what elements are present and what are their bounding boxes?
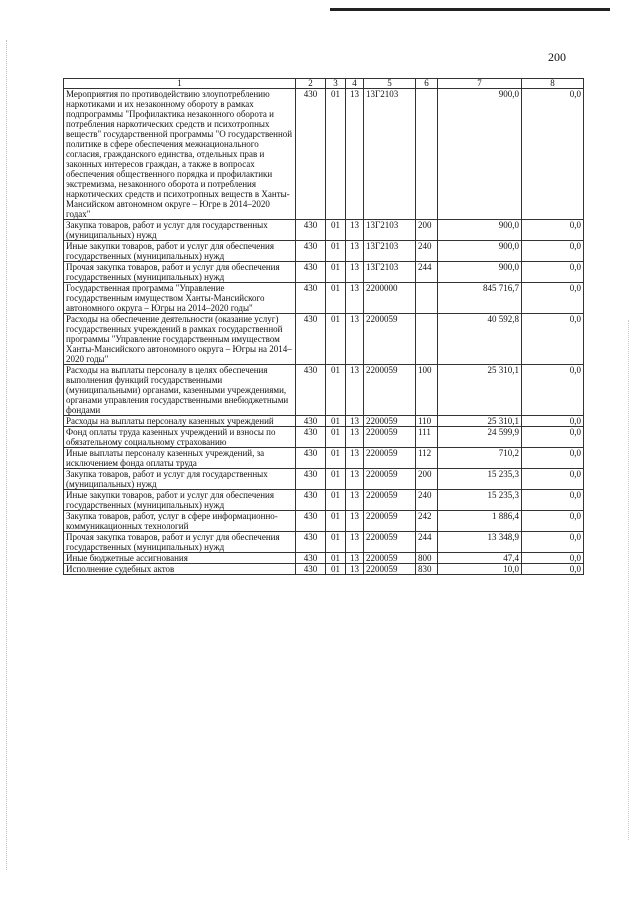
table-cell: 0,0 (522, 262, 584, 283)
table-cell: 430 (296, 220, 326, 241)
table-cell: Прочая закупка товаров, работ и услуг для обеспечения государственных (муниципальных) нужд (64, 262, 296, 283)
table-body (64, 89, 584, 575)
table-cell: 01 (326, 89, 346, 220)
table-cell: 13 (346, 490, 364, 511)
table-cell: 13 (346, 283, 364, 314)
table-cell: 13 (346, 416, 364, 427)
column-header: 1 (64, 79, 296, 89)
table-cell: Иные выплаты персоналу казенных учреждений, за исключением фонда оплаты труда (64, 448, 296, 469)
table-cell: 13 (346, 564, 364, 575)
table-row (64, 220, 584, 241)
table-cell: Мероприятия по противодействию злоупотреблению наркотиками и их незаконному обороту в рамках подпрограммы "Профилактика незаконного оборота и потребления наркотических средств и психотропных веществ" государственной программы "О государственной политике в сфере обеспечения межнационального согласия, гражданского единства, отдельных прав и законных интересов граждан, а также в вопросах обеспечения общественного порядка и профилактики экстремизма, незаконного оборота и потребления наркотических средств и психотропных веществ в Ханты-Мансийском автономном округе – Югре в 2014–2020 годах" (64, 89, 296, 220)
table-cell: 830 (416, 564, 438, 575)
table-cell: Иные закупки товаров, работ и услуг для обеспечения государственных (муниципальных) нужд (64, 241, 296, 262)
table-cell: 430 (296, 365, 326, 416)
table-cell: 900,0 (438, 241, 522, 262)
table-cell: 430 (296, 416, 326, 427)
table-row (64, 532, 584, 553)
table-cell: 2200059 (364, 448, 416, 469)
table-cell: 13Г2103 (364, 262, 416, 283)
table-cell: 0,0 (522, 532, 584, 553)
table-row (64, 427, 584, 448)
table-cell: 430 (296, 511, 326, 532)
table-cell: 0,0 (522, 490, 584, 511)
table-cell: 01 (326, 283, 346, 314)
table-cell: 430 (296, 89, 326, 220)
table-cell: 13 (346, 262, 364, 283)
table-cell: 2200059 (364, 553, 416, 564)
table-cell: 240 (416, 241, 438, 262)
table-cell: 01 (326, 416, 346, 427)
column-header: 7 (438, 79, 522, 89)
table-cell: 244 (416, 262, 438, 283)
table-cell: 244 (416, 532, 438, 553)
table-cell: 0,0 (522, 416, 584, 427)
table-cell: 0,0 (522, 220, 584, 241)
table-cell: 0,0 (522, 511, 584, 532)
table-cell: 0,0 (522, 283, 584, 314)
table-cell: Иные бюджетные ассигнования (64, 553, 296, 564)
table-cell: 13 (346, 314, 364, 365)
table-cell: Прочая закупка товаров, работ и услуг для обеспечения государственных (муниципальных) нужд (64, 532, 296, 553)
column-header: 2 (296, 79, 326, 89)
table-cell: 01 (326, 511, 346, 532)
table-row (64, 553, 584, 564)
table-header-row (64, 79, 584, 89)
table-cell: 01 (326, 365, 346, 416)
table-cell: 430 (296, 314, 326, 365)
table-cell: 13 (346, 89, 364, 220)
table-cell: 710,2 (438, 448, 522, 469)
table-cell: 0,0 (522, 469, 584, 490)
table-cell: 200 (416, 469, 438, 490)
table-cell: 200 (416, 220, 438, 241)
column-header: 3 (326, 79, 346, 89)
table-cell: 01 (326, 469, 346, 490)
table-cell: Закупка товаров, работ и услуг для государственных (муниципальных) нужд (64, 469, 296, 490)
table-cell: 01 (326, 532, 346, 553)
table-cell: 1 886,4 (438, 511, 522, 532)
table-cell: 0,0 (522, 241, 584, 262)
table-cell: 900,0 (438, 262, 522, 283)
table-row (64, 416, 584, 427)
table-cell: 0,0 (522, 427, 584, 448)
scan-edge (6, 40, 8, 870)
table-cell: Закупка товаров, работ, услуг в сфере информационно-коммуникационных технологий (64, 511, 296, 532)
table-cell: 01 (326, 241, 346, 262)
table-cell: Фонд оплаты труда казенных учреждений и взносы по обязательному социальному страхованию (64, 427, 296, 448)
table-cell: 24 599,9 (438, 427, 522, 448)
table-cell: 430 (296, 469, 326, 490)
table-cell: 13Г2103 (364, 89, 416, 220)
table-cell: 430 (296, 448, 326, 469)
table-row (64, 564, 584, 575)
table-row (64, 314, 584, 365)
table-cell: 112 (416, 448, 438, 469)
table-cell: 845 716,7 (438, 283, 522, 314)
table-cell: 2200059 (364, 314, 416, 365)
table-row (64, 448, 584, 469)
table-cell: 13 (346, 532, 364, 553)
table-row (64, 283, 584, 314)
table-cell: 0,0 (522, 448, 584, 469)
table-cell: 900,0 (438, 89, 522, 220)
table-cell: 0,0 (522, 89, 584, 220)
table-cell: 0,0 (522, 365, 584, 416)
table-cell: 430 (296, 427, 326, 448)
table-cell: 13Г2103 (364, 241, 416, 262)
table-cell: 10,0 (438, 564, 522, 575)
table-cell: 13 348,9 (438, 532, 522, 553)
table-cell: 800 (416, 553, 438, 564)
table-row (64, 89, 584, 220)
table-cell: 01 (326, 553, 346, 564)
table-cell: 01 (326, 448, 346, 469)
table-row (64, 490, 584, 511)
table-cell: 13 (346, 220, 364, 241)
table-cell: 2200059 (364, 469, 416, 490)
table-cell: Исполнение судебных актов (64, 564, 296, 575)
table-cell: 01 (326, 490, 346, 511)
table-cell: 2200059 (364, 416, 416, 427)
table-cell: 111 (416, 427, 438, 448)
table-row (64, 241, 584, 262)
table-cell: 13 (346, 448, 364, 469)
table-row (64, 469, 584, 490)
page-number: 200 (548, 50, 566, 64)
table-cell: 13 (346, 365, 364, 416)
table-cell: 2200059 (364, 365, 416, 416)
column-header: 6 (416, 79, 438, 89)
table-cell: 15 235,3 (438, 469, 522, 490)
budget-table (63, 78, 584, 575)
table-cell (416, 89, 438, 220)
table-cell: 2200059 (364, 490, 416, 511)
table-cell: Иные закупки товаров, работ и услуг для обеспечения государственных (муниципальных) нужд (64, 490, 296, 511)
table-cell: 40 592,8 (438, 314, 522, 365)
scan-edge (628, 320, 630, 840)
table-cell: 13Г2103 (364, 220, 416, 241)
table-cell: 01 (326, 564, 346, 575)
table-cell: 0,0 (522, 553, 584, 564)
table-cell: 100 (416, 365, 438, 416)
table-cell: 13 (346, 427, 364, 448)
table-row (64, 511, 584, 532)
table-cell: 430 (296, 553, 326, 564)
table-cell: 01 (326, 220, 346, 241)
column-header: 8 (522, 79, 584, 89)
table-cell: 01 (326, 427, 346, 448)
table-cell: 900,0 (438, 220, 522, 241)
table-cell: 01 (326, 262, 346, 283)
table-cell: Государственная программа "Управление государственным имуществом Ханты-Мансийского автономного округа – Югры на 2014–2020 годы" (64, 283, 296, 314)
column-header: 5 (364, 79, 416, 89)
table-cell: Расходы на выплаты персоналу в целях обеспечения выполнения функций государственными (муниципальными) органами, казенными учреждениями, органами управления государственными внебюджетными фондами (64, 365, 296, 416)
table-cell: 2200059 (364, 564, 416, 575)
table-cell: 2200059 (364, 532, 416, 553)
table-cell: 430 (296, 564, 326, 575)
table-cell: 13 (346, 511, 364, 532)
table-cell: 25 310,1 (438, 416, 522, 427)
table-cell: 0,0 (522, 314, 584, 365)
table-cell (416, 283, 438, 314)
table-cell: 430 (296, 241, 326, 262)
table-row (64, 365, 584, 416)
table-cell: 2200059 (364, 511, 416, 532)
table-cell: 25 310,1 (438, 365, 522, 416)
table-cell: 01 (326, 314, 346, 365)
table-cell: 13 (346, 553, 364, 564)
table-cell: 430 (296, 490, 326, 511)
table-cell: 242 (416, 511, 438, 532)
table-cell: 430 (296, 262, 326, 283)
table-cell: 430 (296, 283, 326, 314)
column-header: 4 (346, 79, 364, 89)
table-cell: 110 (416, 416, 438, 427)
top-rule (330, 8, 610, 11)
table-cell: 0,0 (522, 564, 584, 575)
table-cell: Закупка товаров, работ и услуг для государственных (муниципальных) нужд (64, 220, 296, 241)
table-cell: 13 (346, 241, 364, 262)
table-cell (416, 314, 438, 365)
table-cell: 430 (296, 532, 326, 553)
table-cell: 240 (416, 490, 438, 511)
table-cell: 15 235,3 (438, 490, 522, 511)
table-cell: 2200000 (364, 283, 416, 314)
table-cell: Расходы на обеспечение деятельности (оказание услуг) государственных учреждений в рамках государственной программы "Управление государственным имуществом Ханты-Мансийского автономного округа – Югры на 2014–2020 годы" (64, 314, 296, 365)
table-cell: 13 (346, 469, 364, 490)
table-cell: Расходы на выплаты персоналу казенных учреждений (64, 416, 296, 427)
table-cell: 47,4 (438, 553, 522, 564)
table-cell: 2200059 (364, 427, 416, 448)
table-row (64, 262, 584, 283)
